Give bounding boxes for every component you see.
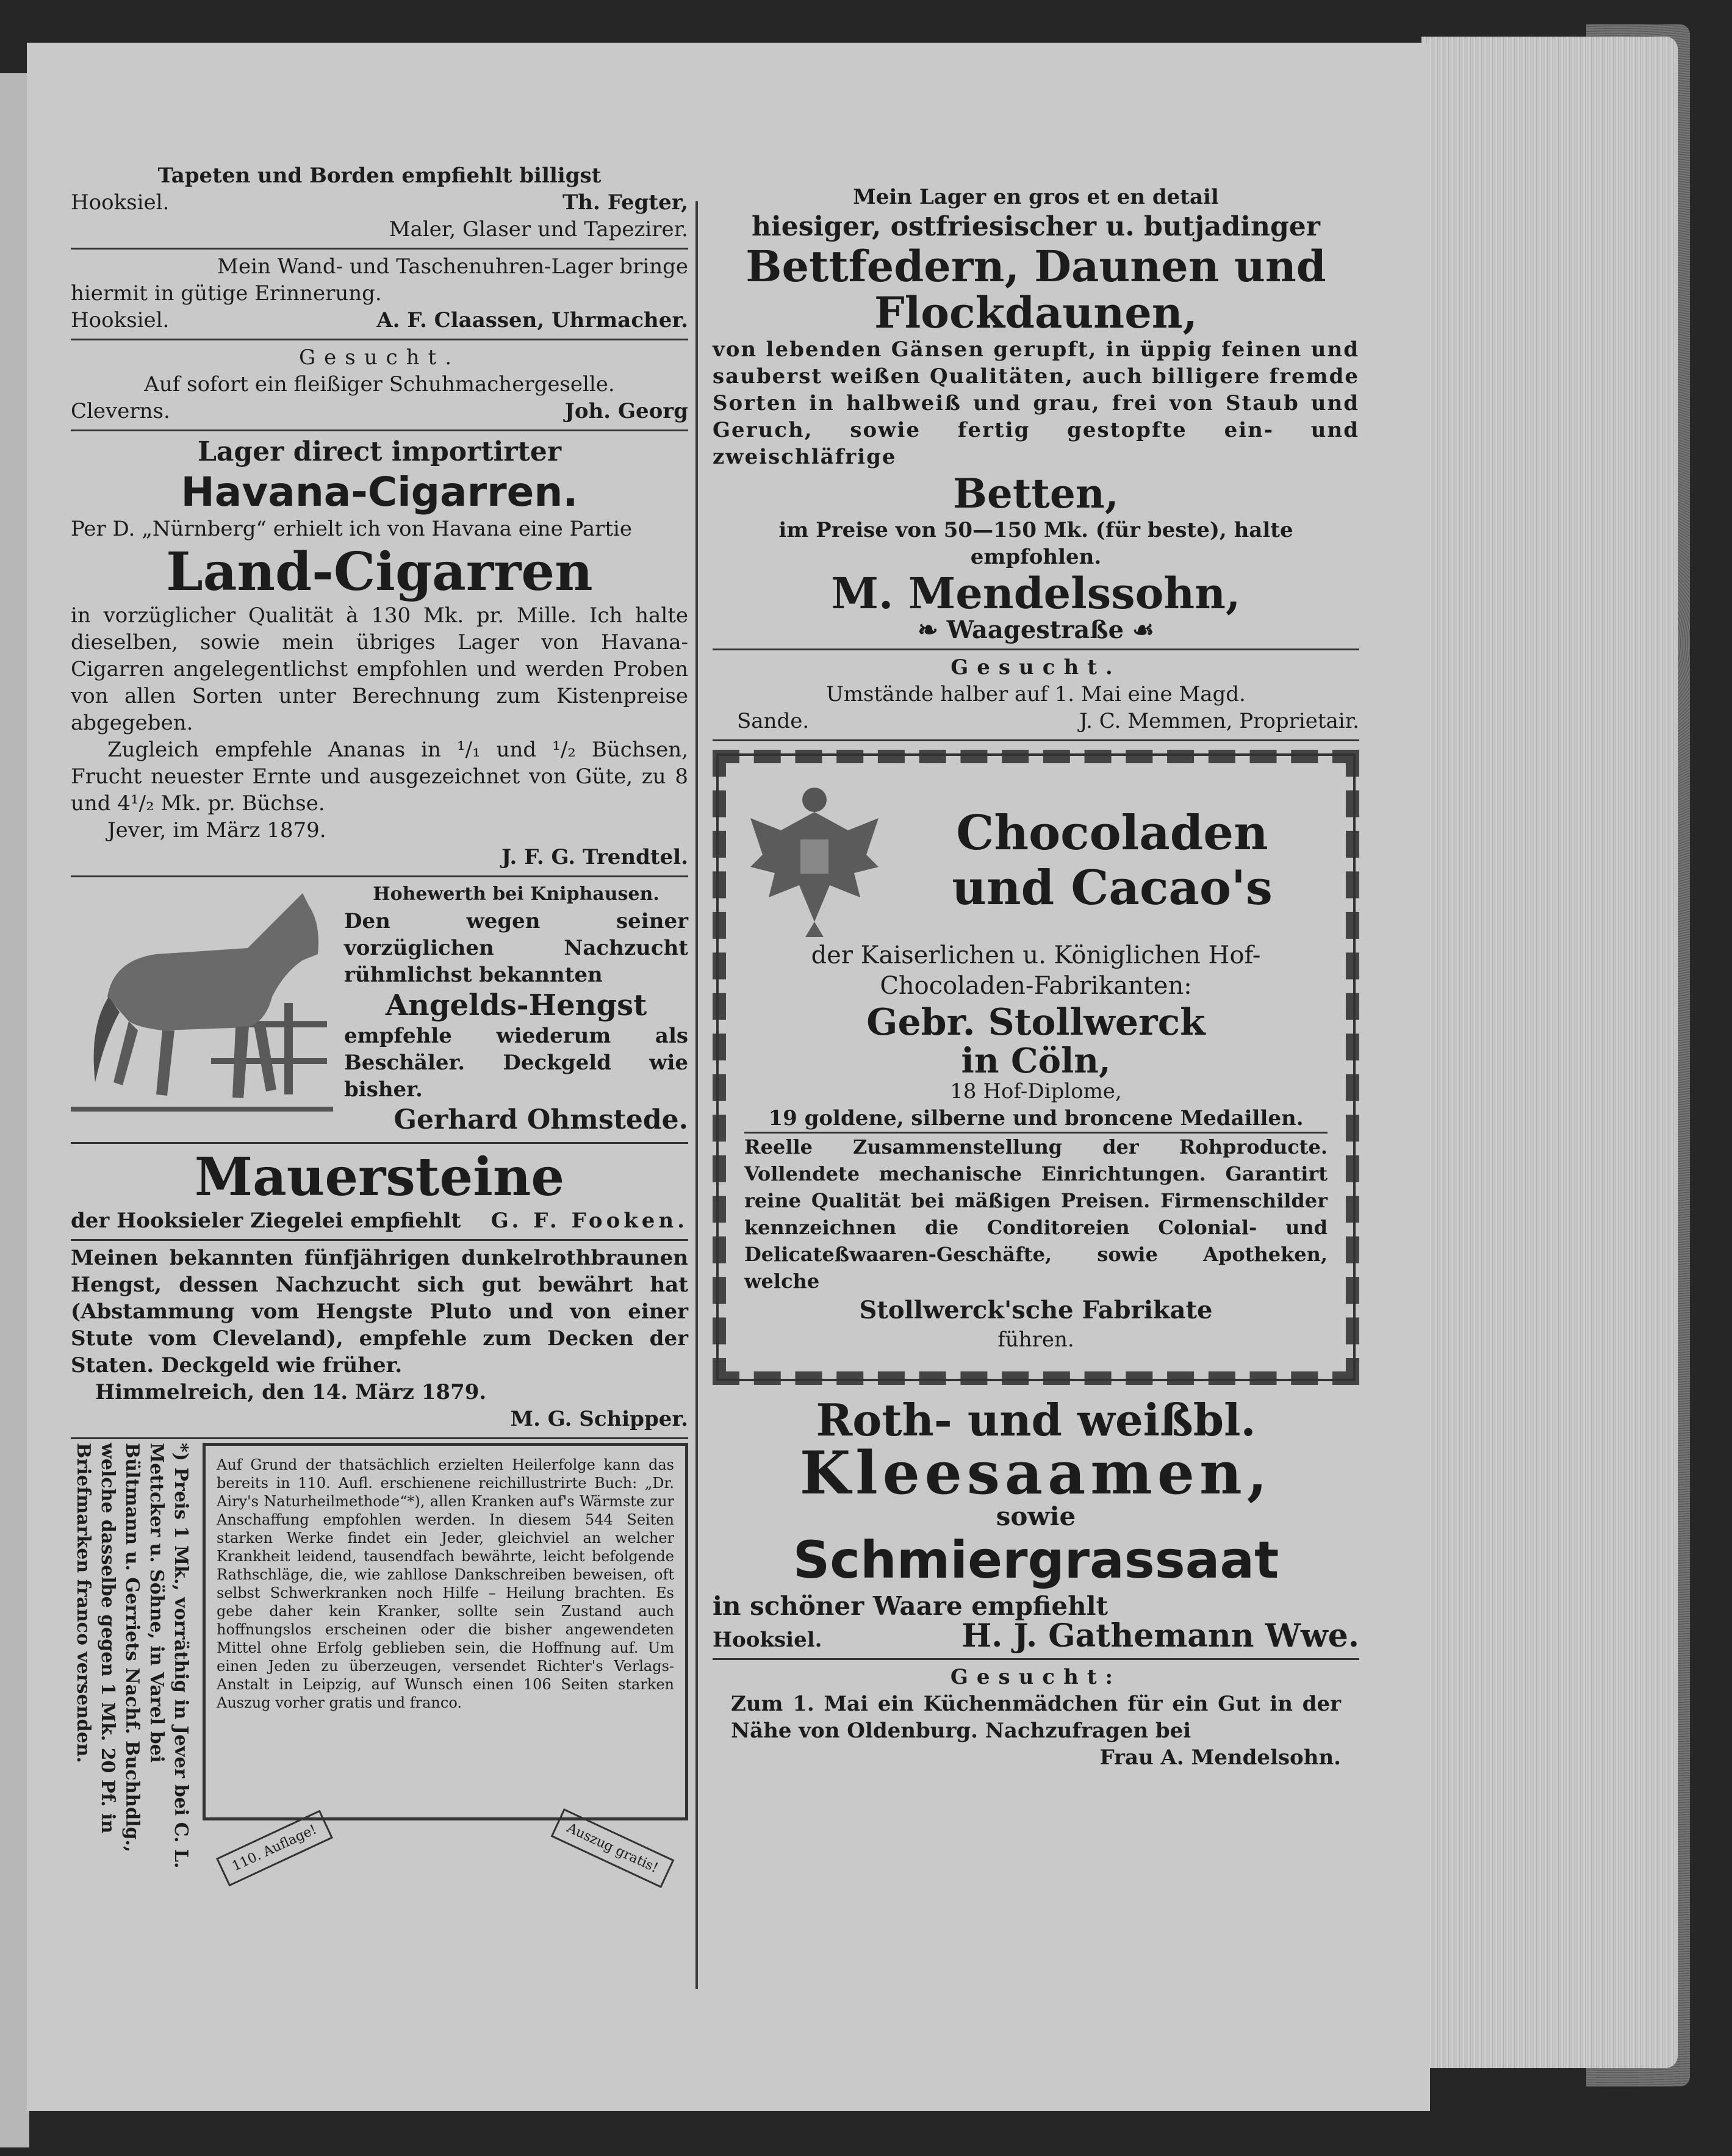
ad-text: Per D. „Nürnberg“ erhielt ich von Havana eine Partie bbox=[71, 517, 633, 541]
book-page-edges bbox=[1421, 37, 1678, 2068]
ad-heading: Betten, bbox=[953, 470, 1119, 517]
ad-text: führen. bbox=[997, 1328, 1074, 1352]
ad-text: der Kaiserlichen u. Königlichen Hof-Chocoladen-Fabrikanten: bbox=[811, 941, 1261, 1000]
ad-text: der Hooksieler Ziegelei empfiehlt bbox=[71, 1209, 461, 1233]
ad-name: M. G. Schipper. bbox=[510, 1407, 688, 1431]
ad-text: von lebenden Gänsen gerupft, in üppig feinen und sauberst weißen Qualitäten, auch billigere fremde Sorten in halbweiß und grau, frei von Staub und Geruch, sowie fertig gestopfte ein- und zweischläfrige bbox=[713, 337, 1359, 469]
ad-title: Gesucht: bbox=[950, 1665, 1122, 1689]
ad-trade: Maler, Glaser und Tapezirer. bbox=[389, 217, 688, 242]
ad-place: Hooksiel. bbox=[71, 190, 170, 215]
ad-text: 18 Hof-Diplome, bbox=[950, 1079, 1122, 1104]
ad-heading: Chocoladen bbox=[956, 805, 1268, 861]
ad-heading: Bettfedern, Daunen und Flockdaunen, bbox=[746, 241, 1326, 338]
ad-hengst-ohmstede bbox=[71, 877, 688, 1144]
ornament-left-icon: ❧ bbox=[918, 616, 947, 644]
ad-text: Tapeten und Borden empfiehlt billigst bbox=[157, 163, 602, 188]
ad-naturheilmethode bbox=[71, 1439, 688, 1875]
ad-date: Himmelreich, den 14. März 1879. bbox=[95, 1380, 487, 1404]
ad-text: Meinen bekannten fünfjährigen dunkelrothbraunen Hengst, dessen Nachzucht sich gut bewährt hat (Abstammung vom Hengste Pluto und von einer Stute vom Cleveland), empfehle zum Decken der Staten. Deckgeld wie früher. bbox=[71, 1246, 688, 1378]
ad-name: J. F. G. Trendtel. bbox=[501, 845, 688, 869]
ad-heading: Mauersteine bbox=[194, 1146, 565, 1208]
ad-text: Mein Lager en gros et en detail bbox=[853, 185, 1219, 209]
ad-text: 19 goldene, silberne und broncene Medaillen. bbox=[744, 1105, 1328, 1134]
ad-name: G. F. Fooken. bbox=[490, 1209, 688, 1233]
ad-place: Hooksiel. bbox=[713, 1628, 822, 1652]
ad-text: hiermit in gütige Erinnerung. bbox=[71, 281, 382, 306]
ad-title: Gesucht. bbox=[298, 345, 461, 370]
ad-name: Th. Fegter, bbox=[562, 190, 688, 215]
ad-text: Den wegen seiner vorzüglichen Nachzucht rühmlichst bekannten bbox=[344, 909, 688, 987]
ad-stamp: 110. Auflage! bbox=[216, 1810, 333, 1887]
ad-stamp: Auszug gratis! bbox=[551, 1808, 675, 1888]
ad-framed-text: Auf Grund der thatsächlich erzielten Heilerfolge kann das bereits in 110. Aufl. erschienene reichillustrirte Buch: „Dr. Airy's Naturheilmethode“*), allen Kranken auf's Wärmste zur Anschaffung empfohlen werden. In diesem 544 Seiten starken Werke findet ein Jeder, gleichviel an welcher Krankheit leidend, tausendfach bewährte, leicht befolgende Rathschläge, die, wie zahllose Dankschreiben beweisen, oft selbst Schwerkranken noch Hilfe – Heilung brachten. Es gebe daher kein Kranker, sollte sein Zustand auch hoffnungslos erscheinen oder die bisher angewendeten Mittel ohne Erfolg geblieben sein, die Hoffnung auf. Um einen Jeden zu überzeugen, versendet Richter's Verlags-Anstalt in Leipzig, auf Wunsch einen 106 Seiten starken Auszug vorher gratis und franco. bbox=[203, 1443, 688, 1820]
ad-place: Clevernѕ. bbox=[71, 399, 170, 423]
ad-bettfedern bbox=[713, 180, 1359, 650]
ad-name: Gerhard Ohmstede. bbox=[393, 1104, 688, 1135]
ad-hengst-schipper bbox=[71, 1241, 688, 1439]
ad-vertical-text: *) Preis 1 Mk., vorräthig in Jever bei C. L. Mettcker u. Söhne, in Varel bei Bültmann u. Gerriets Nachf. Buchhdlg., welche dasselbe gegen 1 Mk. 20 Pf. in Briefmarken franco versenden. bbox=[73, 1443, 192, 1869]
ornament-right-icon: ☙ bbox=[1132, 616, 1154, 644]
ad-schuhmacher bbox=[71, 340, 688, 431]
ad-name: H. J. Gathemann Wwe. bbox=[961, 1617, 1359, 1655]
right-column bbox=[713, 180, 1359, 1776]
ad-text: Reelle Zusammenstellung der Rohproducte. Vollendete mechanische Einrichtungen. Garantirt reine Qualität bei mäßigen Preisen. Firmenschilder kennzeichnen die Conditoreien Colonial- und Delicateßwaaren-Geschäfte, sowie Apotheken, welche bbox=[744, 1135, 1328, 1293]
ad-tapeten bbox=[71, 159, 688, 250]
ad-heading: Schmiergrassaat bbox=[792, 1530, 1279, 1590]
left-column bbox=[71, 159, 688, 1875]
ad-text: hiesiger, ostfriesischer u. butjadinger bbox=[752, 211, 1320, 242]
ad-date: Jever, im März 1879. bbox=[107, 818, 326, 843]
ad-heading: Roth- und weißbl. bbox=[816, 1394, 1256, 1446]
ad-heading: Land-Cigarren bbox=[166, 541, 593, 603]
ad-stollwerck bbox=[713, 750, 1359, 1385]
ad-text: Mein Wand- und Taschenuhren-Lager bringe bbox=[217, 254, 688, 279]
ad-street: Waagestraße bbox=[946, 616, 1124, 644]
ad-name: Frau A. Mendelsohn. bbox=[1099, 1745, 1341, 1770]
ad-text: Zum 1. Mai ein Küchenmädchen für ein Gut in der Nähe von Oldenburg. Nachzufragen bei bbox=[731, 1692, 1341, 1743]
ad-text: in vorzüglicher Qualität à 130 Mk. pr. Mille. Ich halte dieselben, sowie mein übriges Lager von Havana-Cigarren angelegentlichst empfohlen und werden Proben von allen Sorten unter Berechnung zum Kistenpreise abgegeben. bbox=[71, 603, 688, 735]
ad-name: J. C. Memmen, Proprietair. bbox=[1079, 709, 1359, 733]
ad-text: empfehle wiederum als Beschäler. Deckgeld wie bisher. bbox=[344, 1024, 688, 1102]
ad-city: in Cöln, bbox=[961, 1041, 1111, 1081]
eagle-crest-icon bbox=[744, 782, 885, 940]
ad-street-row bbox=[713, 617, 1359, 644]
ad-uhren bbox=[71, 250, 688, 340]
ad-text: sowie bbox=[996, 1501, 1076, 1531]
ad-text: Auf sofort ein fleißiger Schuhmachergeselle. bbox=[144, 372, 615, 397]
ad-place: Hohewerth bei Kniphausen. bbox=[373, 883, 659, 905]
ad-kleesaamen bbox=[713, 1393, 1359, 1660]
ad-text: im Preise von 50—150 Mk. (für beste), halte empfohlen. bbox=[778, 518, 1293, 569]
ad-name: Gebr. Stollwerck bbox=[866, 1001, 1206, 1044]
ad-text: in schöner Waare empfiehlt bbox=[713, 1591, 1108, 1621]
column-divider bbox=[695, 201, 698, 1989]
ad-name: Joh. Georg bbox=[564, 399, 688, 423]
ad-mauersteine bbox=[71, 1144, 688, 1241]
facing-page-edge bbox=[0, 73, 29, 2147]
ad-text: Zugleich empfehle Ananas in ¹/₁ und ¹/₂ Büchsen, Frucht neuester Ernte und ausgezeichnet von Güte, zu 8 und 4¹/₂ Mk. pr. Büchse. bbox=[71, 738, 688, 816]
ad-magd bbox=[713, 650, 1359, 741]
newspaper-page bbox=[27, 43, 1430, 2111]
ad-heading: Havana-Cigarren. bbox=[181, 469, 578, 516]
ad-havana-cigarren bbox=[71, 431, 688, 877]
ad-heading: und Cacao's bbox=[952, 860, 1273, 916]
ad-name: M. Mendelssohn, bbox=[831, 568, 1241, 619]
ad-heading: Kleesaamen, bbox=[799, 1439, 1273, 1507]
ad-text: Stollwerck'sche Fabrikate bbox=[859, 1296, 1213, 1324]
ad-subheading: Lager direct importirter bbox=[197, 436, 562, 467]
horse-illustration bbox=[71, 881, 333, 1125]
ad-title: Gesucht. bbox=[950, 655, 1121, 680]
ad-kuechenmaedchen bbox=[713, 1660, 1359, 1776]
ad-heading: Angelds-Hengst bbox=[385, 988, 647, 1022]
ad-name: A. F. Claassen, Uhrmacher. bbox=[376, 308, 688, 332]
ad-place: Hooksiel. bbox=[71, 308, 170, 332]
ad-place: Sande. bbox=[737, 709, 810, 733]
ad-text: Umstände halber auf 1. Mai eine Magd. bbox=[826, 682, 1246, 706]
